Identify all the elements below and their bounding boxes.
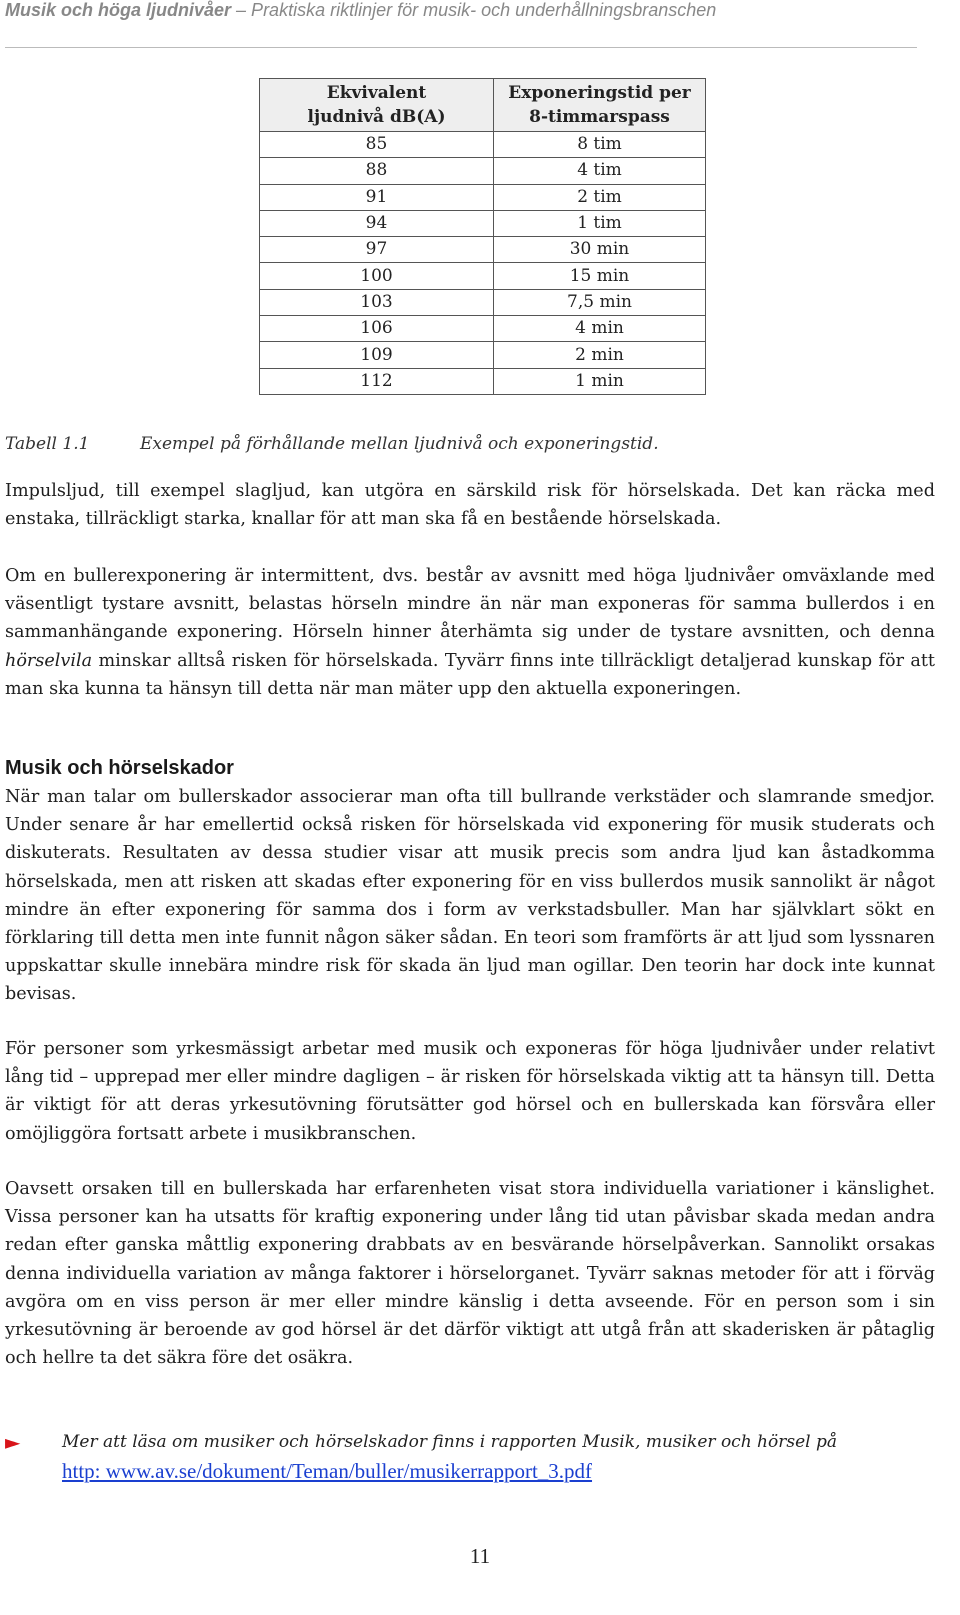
cell-time: 7,5 min [494,289,706,315]
cell-level: 109 [260,342,494,368]
note-body [62,1428,935,1486]
page-number: 11 [469,1544,491,1568]
table-row [260,342,706,368]
col-header-level [260,79,494,132]
table-row [260,132,706,158]
p2-part-b: minskar alltså risken för hörselskada. Tyvärr finns inte tillräckligt detaljerad kunskap för att man ska kunna ta hänsyn till detta när man mäter upp den aktuella exponeringen. [5,650,935,699]
cell-level: 85 [260,132,494,158]
table-header-row [260,79,706,132]
cell-time: 4 tim [494,158,706,184]
table-row [260,158,706,184]
table-row [260,368,706,394]
cell-level: 91 [260,184,494,210]
cell-level: 103 [260,289,494,315]
col-header-time-line1: Exponeringstid per [508,83,691,103]
cell-level: 88 [260,158,494,184]
col-header-level-line2: ljudnivå dB(A) [307,107,446,127]
table-row [260,316,706,342]
table-row [260,237,706,263]
paragraph-music-damage: När man talar om bullerskador associerar man ofta till bullrande verkstäder och slamrande smedjor. Under senare år har emellertid också risken för hörselskada vid exponering för musik studerats och diskuterats. Resultaten av dessa studier visar att musik precis som andra ljud kan åstadkomma hörselskada, men att risken att skadas efter exponering för en viss bullerdos musik sannolikt är något mindre än efter exponering för samma dos i form av verkstadsbuller. Man har självklart sökt en förklaring till detta men inte funnit någon säker sådan. En teori som framförts är att ljud som lyssnaren uppskattar skulle innebära mindre risk för skada än ljud man ogillar. Den teorin har dock inte kunnat bevisas. [5,787,935,1005]
report-link[interactable]: http: www.av.se/dokument/Teman/buller/musikerrapport_3.pdf [62,1459,593,1483]
cell-level: 100 [260,263,494,289]
cell-time: 30 min [494,237,706,263]
caption-text: Exempel på förhållande mellan ljudnivå och exponeringstid. [140,434,659,454]
cell-level: 97 [260,237,494,263]
cell-time: 15 min [494,263,706,289]
cell-time: 4 min [494,316,706,342]
table-row [260,289,706,315]
table-caption [5,434,659,454]
arrow-icon: ► [5,1430,21,1454]
paragraph-sensitivity: Oavsett orsaken till en bullerskada har erfarenheten visat stora individuella variationer i känslighet. Vissa personer kan ha utsatts för kraftig exponering under lång tid utan påvisbar skada medan andra redan efter ganska måttlig exponering drabbats av en besvärande hörselpåverkan. Sannolikt orsakas denna individuella variation av många faktorer i hörselorganet. Tyvärr saknas metoder för att i förväg avgöra om en viss person är mer eller mindre känslig i detta avseende. För en person som i sin yrkesutövning är beroende av god hörsel är det därför viktigt att utgå från att skaderisken är påtaglig och hellre ta det säkra före det osäkra. [5,1179,935,1369]
col-header-time [494,79,706,132]
table-body [260,132,706,395]
p2-emphasis: hörselvila [5,650,93,671]
section-heading: Musik och hörselskador [5,757,234,779]
cell-level: 106 [260,316,494,342]
paragraph-intermittent [5,562,935,703]
table-row [260,210,706,236]
header-title-bold: Musik och höga ljudnivåer [5,0,232,20]
table-row [260,263,706,289]
header-title-rest: – Praktiska riktlinjer för musik- och underhållningsbranschen [231,0,717,20]
cell-level: 94 [260,210,494,236]
col-header-time-line2: 8-timmarspass [529,107,670,127]
further-reading-note [5,1428,935,1486]
col-header-level-line1: Ekvivalent [326,83,427,103]
cell-time: 2 tim [494,184,706,210]
cell-time: 8 tim [494,132,706,158]
table-row [260,184,706,210]
header-divider [5,47,917,48]
paragraph-professionals: För personer som yrkesmässigt arbetar med musik och exponeras för höga ljudnivåer under relativt lång tid – upprepad mer eller mindre dagligen – är risken för hörselskada viktig att ta hänsyn till. Detta är viktigt för att deras yrkesutövning förutsätter god hörsel och en bullerskada kan försvåra eller omöjliggöra fortsatt arbete i musikbranschen. [5,1039,935,1144]
cell-level: 112 [260,368,494,394]
cell-time: 2 min [494,342,706,368]
p2-part-a: Om en bullerexponering är intermittent, dvs. består av avsnitt med höga ljudnivåer omväxlande med väsentligt tystare avsnitt, belastas hörseln mindre än när man exponeras för samma bullerdos i en sammanhängande exponering. Hörseln hinner återhämta sig under de tystare avsnitten, och denna [5,566,935,643]
running-header [5,0,905,21]
caption-label: Tabell 1.1 [5,434,90,454]
exposure-table [259,78,706,395]
note-text: Mer att läsa om musiker och hörselskador finns i rapporten Musik, musiker och hörsel på [62,1432,838,1452]
cell-time: 1 tim [494,210,706,236]
cell-time: 1 min [494,368,706,394]
paragraph-impulse: Impulsljud, till exempel slagljud, kan utgöra en särskild risk för hörselskada. Det kan räcka med enstaka, tillräckligt starka, knallar för att man ska få en bestående hörselskada. [5,481,935,530]
